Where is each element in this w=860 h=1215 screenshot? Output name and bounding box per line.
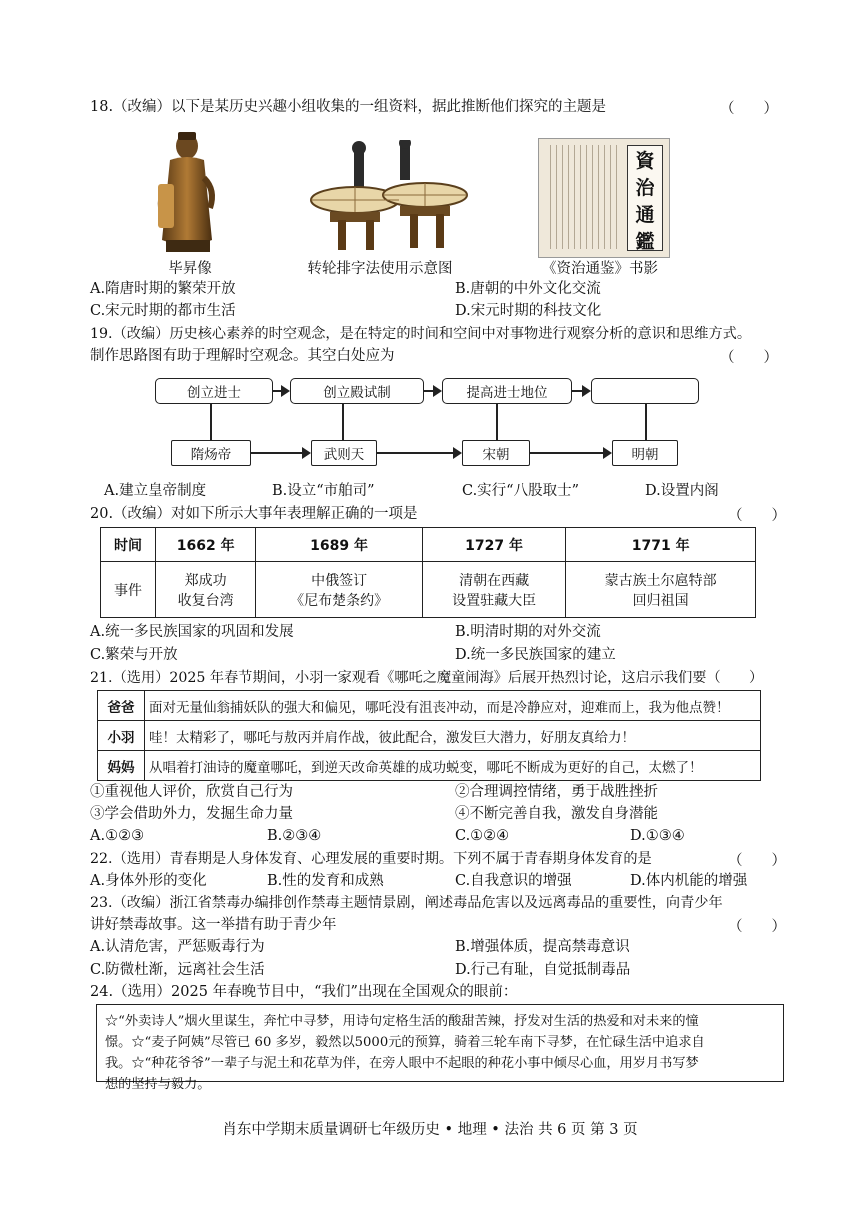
q24-stem: 24.（选用）2025 年春晚节目中，“我们”出现在全国观众的眼前： <box>90 984 518 1000</box>
q19-stem-line1: 19.（改编）历史核心素养的时空观念，是在特定的时间和空间中对事物进行观察分析的意识和思维方式。 <box>90 326 752 342</box>
q23-answer-paren: （ ） <box>728 919 786 935</box>
q20-option-d[interactable]: D.统一多民族国家的建立 <box>455 647 616 663</box>
q22-option-d[interactable]: D.体内机能的增强 <box>630 873 748 889</box>
q21-item-1: ①重视他人评价，欣赏自己行为 <box>90 784 293 800</box>
table-year-4: 1771 年 <box>566 528 756 562</box>
q24-box-line-1: ☆“外卖诗人”烟火里谋生，奔忙中寻梦，用诗句定格生活的酸甜苦辣，抒发对生活的热爱和对未来的憧 <box>105 1014 699 1029</box>
rotating-type-table-image <box>310 140 470 256</box>
q21-stem: 21.（选用）2025 年春节期间，小羽一家观看《哪吒之魔童闹海》后展开热烈讨论，这启示我们要（ ） <box>90 670 764 686</box>
table-header-time: 时间 <box>101 528 156 562</box>
q24-box-line-2: 憬。☆“麦子阿姨”尽管已 60 多岁，毅然以5000元的预算，骑着三轮车南下寻梦，在忙碌生活中追求自 <box>105 1035 705 1050</box>
table-year-2: 1689 年 <box>256 528 423 562</box>
q18-answer-paren: （ ） <box>720 101 778 117</box>
q20-answer-paren: （ ） <box>728 508 786 524</box>
flow-top-box-3: 提高进士地位 <box>442 378 572 404</box>
q18-option-d[interactable]: D.宋元时期的科技文化 <box>455 303 602 319</box>
flow-arrow-top-3 <box>572 390 589 392</box>
q21-item-4: ④不断完善自我，激发自身潜能 <box>455 806 658 822</box>
q19-option-a[interactable]: A.建立皇帝制度 <box>104 483 207 499</box>
q22-answer-paren: （ ） <box>728 853 786 869</box>
flow-top-box-1: 创立进士 <box>155 378 273 404</box>
table-event-3: 清朝在西藏 设置驻藏大臣 <box>422 562 565 618</box>
table-event-1: 郑成功 收复台湾 <box>156 562 256 618</box>
q24-box-line-3: 我。☆“种花爷爷”一辈子与泥土和花草为伴，在旁人眼中不起眼的种花小事中倾尽心血，用岁月书写梦 <box>105 1056 699 1071</box>
chronology-table <box>100 527 756 618</box>
flow-bottom-box-1: 隋炀帝 <box>171 440 251 466</box>
table-year-3: 1727 年 <box>422 528 565 562</box>
q22-option-c[interactable]: C.自我意识的增强 <box>455 873 572 889</box>
q19-option-d[interactable]: D.设置内阁 <box>645 483 719 499</box>
q18-option-b[interactable]: B.唐朝的中外文化交流 <box>455 281 601 297</box>
q19-stem-line2: 制作思路图有助于理解时空观念。其空白处应为 <box>90 348 395 364</box>
q20-option-a[interactable]: A.统一多民族国家的巩固和发展 <box>90 624 294 640</box>
q21-item-2: ②合理调控情绪，勇于战胜挫折 <box>455 784 658 800</box>
caption-zizhi-tongjian: 《资治通鉴》书影 <box>542 261 658 277</box>
q24-box-line-4: 想的坚持与毅力。 <box>105 1077 211 1092</box>
q20-option-b[interactable]: B.明清时期的对外交流 <box>455 624 601 640</box>
flow-bottom-box-4: 明朝 <box>612 440 678 466</box>
flow-arrow-bottom-1 <box>251 452 309 454</box>
q21-item-3: ③学会借助外力，发掘生命力量 <box>90 806 293 822</box>
table-header-event: 事件 <box>101 562 156 618</box>
q21-option-b[interactable]: B.②③④ <box>267 828 322 844</box>
dialog-speaker-dad: 爸爸 <box>98 691 145 721</box>
q18-option-c[interactable]: C.宋元时期的都市生活 <box>90 303 236 319</box>
dialog-speaker-mom: 妈妈 <box>98 751 145 781</box>
q23-option-a[interactable]: A.认清危害，严惩贩毒行为 <box>90 939 265 955</box>
q22-option-b[interactable]: B.性的发育和成熟 <box>267 873 384 889</box>
book-text-columns <box>545 145 621 249</box>
page-footer: 肖东中学期末质量调研七年级历史 • 地理 • 法治 共 6 页 第 3 页 <box>222 1122 638 1138</box>
q20-option-c[interactable]: C.繁荣与开放 <box>90 647 178 663</box>
flow-arrow-top-1 <box>273 390 288 392</box>
q19-option-c[interactable]: C.实行“八股取士” <box>462 483 580 499</box>
q23-option-c[interactable]: C.防微杜渐，远离社会生活 <box>90 962 265 978</box>
q23-stem-line1: 23.（改编）浙江省禁毒办编排创作禁毒主题情景剧，阐述毒品危害以及远离毒品的重要性，向青少年 <box>90 895 723 911</box>
zizhi-tongjian-book-image <box>538 138 670 258</box>
caption-bisheng: 毕昇像 <box>168 261 212 277</box>
family-dialog-table <box>97 690 761 781</box>
flow-top-box-blank <box>591 378 699 404</box>
q23-option-d[interactable]: D.行己有耻，自觉抵制毒品 <box>455 962 631 978</box>
q18-stem: 18.（改编）以下是某历史兴趣小组收集的一组资料，据此推断他们探究的主题是 <box>90 99 607 115</box>
flow-arrow-top-2 <box>424 390 440 392</box>
table-event-2: 中俄签订 《尼布楚条约》 <box>256 562 423 618</box>
q19-answer-paren: （ ） <box>720 350 778 366</box>
q21-option-c[interactable]: C.①②④ <box>455 828 510 844</box>
caption-rotating-type: 转轮排字法使用示意图 <box>307 261 453 277</box>
flow-arrow-bottom-3 <box>530 452 610 454</box>
q20-stem: 20.（改编）对如下所示大事年表理解正确的一项是 <box>90 506 418 522</box>
flow-arrow-bottom-2 <box>377 452 460 454</box>
flow-bottom-box-2: 武则天 <box>311 440 377 466</box>
q21-option-a[interactable]: A.①②③ <box>90 828 145 844</box>
book-title-label: 資 治 通 鑑 <box>627 145 663 251</box>
q21-option-d[interactable]: D.①③④ <box>630 828 685 844</box>
q18-option-a[interactable]: A.隋唐时期的繁荣开放 <box>90 281 236 297</box>
q22-stem: 22.（选用）青春期是人身体发育、心理发展的重要时期。下列不属于青春期身体发育的是 <box>90 851 652 867</box>
dialog-speaker-xiaoyu: 小羽 <box>98 721 145 751</box>
dialog-text-mom: 从唱着打油诗的魔童哪吒，到逆天改命英雄的成功蜕变，哪吒不断成为更好的自己，太燃了！ <box>145 751 761 781</box>
bisheng-statue-image <box>140 128 230 256</box>
q19-option-b[interactable]: B.设立“市舶司” <box>272 483 375 499</box>
q24-material-box <box>96 1004 784 1092</box>
q22-option-a[interactable]: A.身体外形的变化 <box>90 873 207 889</box>
flow-bottom-box-3: 宋朝 <box>462 440 530 466</box>
flow-top-box-2: 创立殿试制 <box>290 378 424 404</box>
table-event-4: 蒙古族土尔扈特部 回归祖国 <box>566 562 756 618</box>
table-year-1: 1662 年 <box>156 528 256 562</box>
q23-stem-line2: 讲好禁毒故事。这一举措有助于青少年 <box>90 917 337 933</box>
dialog-text-dad: 面对无量仙翁捕妖队的强大和偏见，哪吒没有沮丧冲动，而是冷静应对，迎难而上，我为他点赞！ <box>145 691 761 721</box>
q23-option-b[interactable]: B.增强体质，提高禁毒意识 <box>455 939 630 955</box>
dialog-text-xiaoyu: 哇！太精彩了，哪吒与敖丙并肩作战，彼此配合，激发巨大潜力，好朋友真给力！ <box>145 721 761 751</box>
